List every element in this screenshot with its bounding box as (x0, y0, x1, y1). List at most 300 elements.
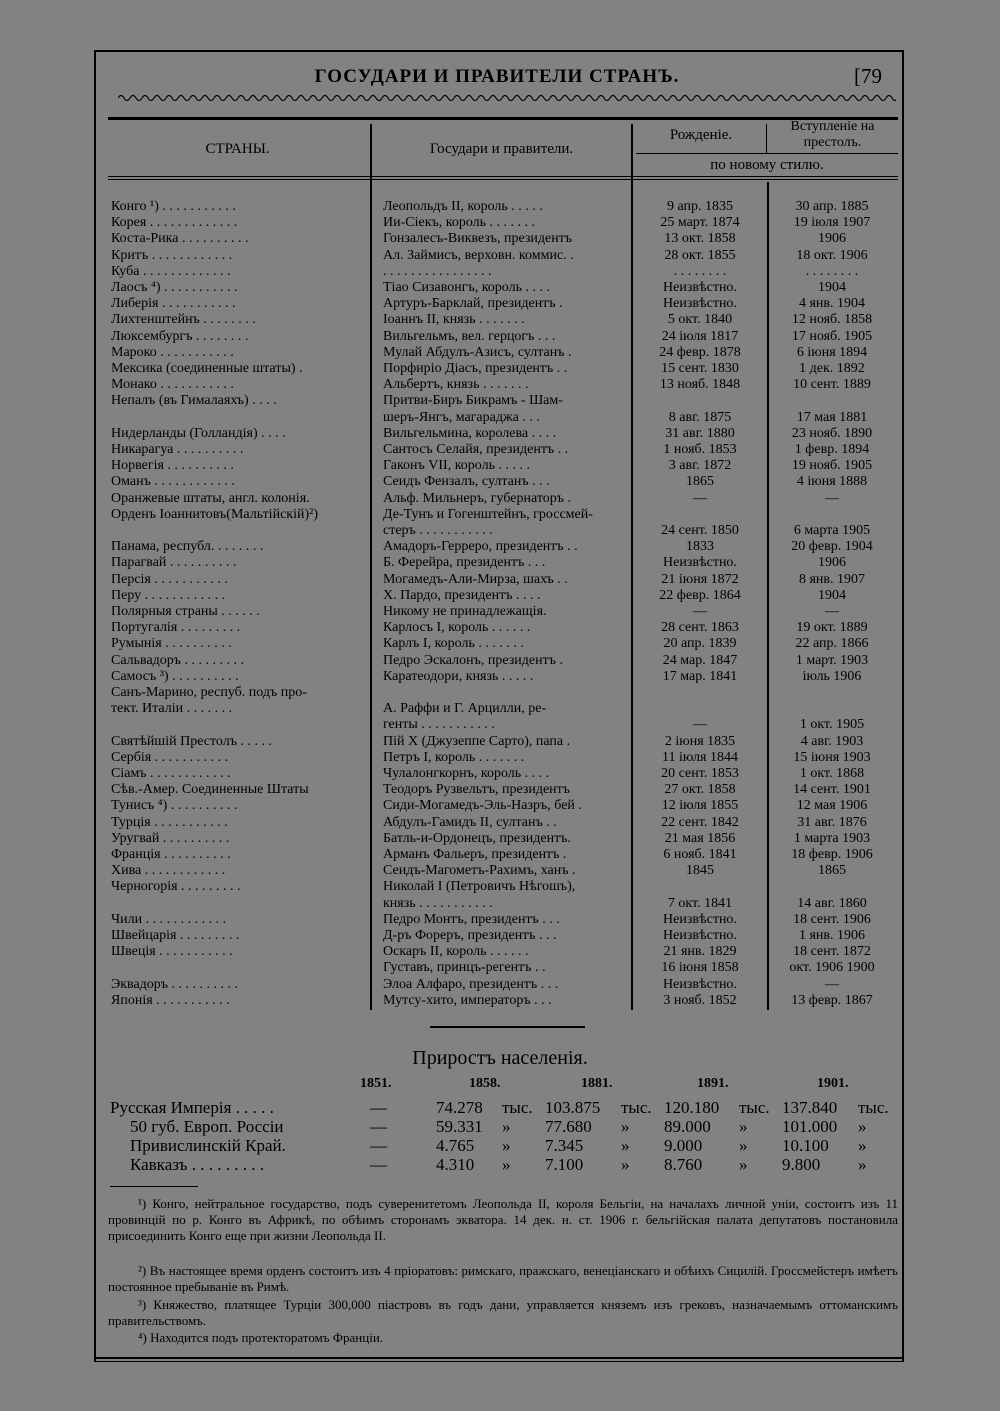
country-cell: Румынія . . . . . . . . . . (111, 636, 232, 652)
footnote-rule (110, 1186, 198, 1187)
birth-cell: 21 янв. 1829 (663, 944, 737, 960)
year-1881: 1881. (581, 1076, 613, 1091)
ruler-cell: Альф. Мильнеръ, губернаторъ . (383, 490, 572, 506)
table-row (0, 572, 1000, 588)
birth-cell: 3 авг. 1872 (668, 458, 732, 474)
bottom-rule (94, 1357, 902, 1359)
birth-cell: Неизвѣстно. (663, 976, 737, 992)
country-cell: Уругвай . . . . . . . . . . (111, 830, 230, 846)
accession-cell: 6 іюня 1894 (796, 344, 868, 360)
country-cell: Хива . . . . . . . . . . . . (111, 863, 226, 879)
ruler-cell: Могамедъ-Али-Мирза, шахъ . . (383, 571, 568, 587)
ruler-cell: Сиди-Могамедъ-Эль-Назръ, бей . (383, 798, 582, 814)
ruler-cell: Батль-и-Ордонецъ, президентъ. (383, 830, 571, 846)
accession-cell: 13 февр. 1867 (791, 992, 873, 1008)
ruler-cell: А. Раффи и Г. Арцилли, ре- (383, 701, 547, 717)
country-cell: Оранжевые штаты, англ. колонія. (111, 490, 310, 506)
table-row (0, 912, 1000, 928)
accession-cell: 1906 (818, 555, 846, 571)
country-cell: Сіамъ . . . . . . . . . . . . (111, 766, 231, 781)
footnote-1: ¹) Конго, нейтральное государство, подъ суверенитетомъ Леопольда II, короля Бельгіи, на началахъ личной уніи, состоитъ изъ 11 провинцій по р. Конго въ Африкѣ, по обѣимъ сторонамъ экватора. 14 дек. н. ст. 1906 г. бельгійская палата депутатовъ постановила присоединить Конго еще при жизни Леопольда II. (108, 1196, 898, 1243)
birth-cell: 13 нояб. 1848 (659, 377, 741, 393)
accession-cell: 1865 (818, 863, 846, 879)
table-row (0, 928, 1000, 944)
accession-cell: 1 февр. 1894 (794, 442, 870, 457)
birth-cell: 1865 (686, 474, 714, 490)
country-cell: Перу . . . . . . . . . . . . (111, 587, 226, 603)
ruler-cell: Вильгельмъ, вел. герцогъ . . . (383, 328, 556, 344)
table-row (0, 474, 1000, 490)
table-row (0, 588, 1000, 604)
table-row (0, 248, 1000, 264)
year-1901: 1901. (817, 1076, 849, 1091)
country-cell: Парагвай . . . . . . . . . . (111, 555, 237, 571)
birth-cell: 28 окт. 1855 (664, 247, 736, 263)
value-1858: 4.310 (436, 1155, 475, 1174)
table-row (0, 653, 1000, 669)
birth-cell: 12 іюля 1855 (661, 798, 739, 814)
population-label: Привислинскій Край. (130, 1136, 286, 1155)
country-cell: Швеція . . . . . . . . . . . (111, 944, 233, 960)
ruler-cell: Густавъ, принцъ-регентъ . . (383, 960, 546, 976)
value-1891: 8.760 (664, 1155, 703, 1174)
country-cell: Святѣйшій Престолъ . . . . . (111, 733, 272, 749)
table-row (0, 685, 1000, 701)
ruler-cell: Карлосъ I, король . . . . . . (383, 620, 531, 636)
unit: » (621, 1136, 630, 1155)
country-cell: Франція . . . . . . . . . . (111, 847, 231, 862)
country-cell: Люксембургъ . . . . . . . . (111, 328, 249, 344)
accession-cell: 1904 (818, 587, 846, 603)
accession-cell: 4 янв. 1904 (798, 296, 866, 312)
table-row (0, 523, 1000, 539)
table-row (0, 993, 1000, 1009)
value-1851: — (370, 1155, 387, 1174)
ruler-cell: Амадоръ-Герреро, президентъ . . (383, 539, 578, 555)
ruler-cell: Де-Тунъ и Гогенштейнъ, гроссмей- (383, 506, 593, 522)
value-1858: 59.331 (436, 1117, 483, 1136)
birth-cell: Неизвѣстно. (663, 280, 737, 295)
birth-cell: 24 мар. 1847 (662, 652, 738, 668)
col-header-country: СТРАНЫ. (205, 141, 270, 157)
country-cell: Конго ¹) . . . . . . . . . . . (111, 199, 236, 214)
ruler-cell: Притви-Биръ Бикрамъ - Шам- (383, 393, 563, 409)
country-cell: Критъ . . . . . . . . . . . . (111, 247, 233, 263)
birth-cell: 22 сент. 1842 (661, 814, 739, 830)
ruler-cell: Сантосъ Селайя, президентъ . . (383, 442, 569, 457)
population-row (0, 1136, 1000, 1156)
country-cell: Персія . . . . . . . . . . . (111, 571, 228, 587)
ruler-cell: Абдулъ-Гамидъ II, султанъ . . (383, 814, 557, 830)
country-cell: Оманъ . . . . . . . . . . . . (111, 474, 235, 490)
table-row (0, 879, 1000, 895)
accession-cell: окт. 1906 1900 (789, 960, 875, 976)
ruler-cell: Никому не принадлежащія. (383, 604, 547, 619)
value-1851: — (370, 1098, 387, 1117)
country-cell: Лихтенштейнъ . . . . . . . . (111, 312, 256, 328)
page-title: ГОСУДАРИ И ПРАВИТЕЛИ СТРАНЪ. (314, 66, 680, 87)
country-cell: Мексика (соединенные штаты) . (111, 361, 303, 376)
table-row (0, 231, 1000, 247)
col-divider-3 (766, 124, 767, 154)
table-row (0, 280, 1000, 296)
unit: » (502, 1117, 511, 1136)
country-cell: Непалъ (въ Гималаяхъ) . . . . (111, 393, 277, 409)
table-row (0, 507, 1000, 523)
accession-cell: 18 февр. 1906 (791, 847, 873, 862)
table-head-rule-2 (108, 179, 898, 180)
value-1858: 4.765 (436, 1136, 475, 1155)
country-cell: Коста-Рика . . . . . . . . . . (111, 231, 249, 247)
accession-cell: 18 сент. 1872 (793, 944, 871, 960)
table-row (0, 539, 1000, 555)
unit: » (621, 1117, 630, 1136)
ruler-cell: Оскаръ II, король . . . . . . (383, 944, 529, 960)
value-1881: 7.345 (545, 1136, 584, 1155)
country-cell: Полярныя страны . . . . . . (111, 604, 260, 619)
ruler-cell: Каратеодори, князь . . . . . (383, 668, 534, 684)
table-row (0, 442, 1000, 458)
ruler-cell: Вильгельмина, королева . . . . (383, 425, 557, 441)
table-row (0, 604, 1000, 620)
birth-cell: 8 авг. 1875 (668, 409, 732, 425)
birth-cell: 21 іюня 1872 (661, 571, 739, 587)
country-cell: Чили . . . . . . . . . . . . (111, 911, 227, 927)
accession-cell: . . . . . . . . (805, 263, 859, 279)
accession-cell: 1906 (818, 231, 846, 247)
wavy-rule (118, 92, 896, 104)
value-1851: — (370, 1136, 387, 1155)
birth-cell: 17 мар. 1841 (662, 668, 738, 684)
ruler-cell: Д-ръ Фореръ, президентъ . . . (383, 928, 557, 943)
footnote-3: ³) Княжество, платящее Турціи 300,000 піастровъ въ годъ дани, управляется княземъ изъ грековъ, назначаемымъ оттоманскимъ правительствомъ. (108, 1297, 898, 1328)
ruler-cell: Сеидъ Фензалъ, султанъ . . . (383, 474, 550, 490)
table-row (0, 847, 1000, 863)
ruler-cell: стеръ . . . . . . . . . . . (383, 523, 493, 538)
ruler-cell: Ал. Займисъ, верховн. коммис. . (383, 247, 574, 263)
value-1891: 89.000 (664, 1117, 711, 1136)
ruler-cell: Порфиріо Діасъ, президентъ . . (383, 361, 568, 376)
country-cell: Сальвадоръ . . . . . . . . . (111, 652, 245, 668)
table-row (0, 831, 1000, 847)
birth-cell: 1 нояб. 1853 (663, 442, 737, 457)
country-cell: Лаосъ ⁴) . . . . . . . . . . . (111, 280, 238, 295)
ruler-cell: Ии-Сіекъ, король . . . . . . . (383, 215, 536, 231)
table-row (0, 458, 1000, 474)
birth-cell: 6 нояб. 1841 (663, 847, 737, 862)
ruler-cell: Карлъ I, король . . . . . . . (383, 636, 524, 652)
country-cell: Черногорія . . . . . . . . . (111, 879, 241, 895)
birth-cell: 20 сент. 1853 (661, 766, 739, 781)
accession-cell: — (825, 490, 839, 506)
ruler-cell: Николай I (Петровичъ Нѣгошъ), (383, 879, 576, 895)
unit: » (739, 1155, 748, 1174)
table-row (0, 555, 1000, 571)
birth-cell: 20 апр. 1839 (663, 636, 737, 652)
birth-cell: 24 іюля 1817 (661, 328, 739, 344)
value-1858: 74.278 (436, 1098, 483, 1117)
accession-cell: 17 нояб. 1905 (791, 328, 873, 344)
birth-cell: — (693, 717, 707, 733)
accession-cell: 12 мая 1906 (796, 798, 868, 814)
table-head-rule (108, 176, 898, 177)
ruler-cell: Пій X (Джузеппе Сарто), папа . (383, 733, 571, 749)
ruler-cell: Артуръ-Барклай, президентъ . (383, 296, 563, 312)
accession-cell: 1 дек. 1892 (799, 361, 865, 376)
accession-cell: 4 іюня 1888 (796, 474, 868, 490)
unit: тыс. (858, 1098, 889, 1117)
table-row (0, 264, 1000, 280)
birth-cell: Неизвѣстно. (663, 911, 737, 927)
bottom-rule-2 (94, 1361, 902, 1362)
ruler-cell: Б. Ферейра, президентъ . . . (383, 555, 546, 571)
population-label: Кавказъ . . . . . . . . . (130, 1155, 264, 1174)
table-row (0, 410, 1000, 426)
col-header-accession: Вступленіе на престолъ. (790, 119, 875, 150)
ruler-cell: . . . . . . . . . . . . . . . . (383, 263, 492, 279)
footnote-2: ²) Въ настоящее время орденъ состоитъ изъ 4 пріоратовъ: римскаго, пражскаго, венеціанскаго и обѣихъ Сицилій. Гроссмейстеръ имѣетъ постоянное пребываніе въ Римѣ. (108, 1263, 898, 1294)
value-1881: 7.100 (545, 1155, 584, 1174)
unit: » (502, 1136, 511, 1155)
birth-cell: 5 окт. 1840 (667, 312, 733, 328)
table-row (0, 620, 1000, 636)
table-row (0, 782, 1000, 798)
ruler-cell: Альбертъ, князь . . . . . . . (383, 377, 529, 393)
country-cell: Монако . . . . . . . . . . . (111, 377, 234, 393)
ruler-cell: Гонзалесъ-Виквезъ, президентъ (383, 231, 573, 247)
unit: » (739, 1136, 748, 1155)
subhead-rule (636, 153, 898, 154)
table-row (0, 296, 1000, 312)
birth-cell: — (693, 604, 707, 619)
country-cell: Тунисъ ⁴) . . . . . . . . . . (111, 798, 238, 814)
accession-cell: 30 апр. 1885 (795, 199, 869, 214)
value-1901: 101.000 (782, 1117, 838, 1136)
unit: тыс. (621, 1098, 652, 1117)
table-row (0, 798, 1000, 814)
accession-cell: 19 нояб. 1905 (791, 458, 873, 474)
birth-cell: Неизвѣстно. (663, 555, 737, 571)
accession-cell: 6 марта 1905 (793, 523, 871, 538)
country-cell: тект. Италіи . . . . . . . (111, 701, 233, 717)
ruler-cell: Арманъ Фальеръ, президентъ . (383, 847, 567, 862)
table-row (0, 896, 1000, 912)
birth-cell: 3 нояб. 1852 (663, 992, 737, 1008)
country-cell: Панама, республ. . . . . . . . (111, 539, 264, 555)
value-1901: 9.800 (782, 1155, 821, 1174)
country-cell: Либерія . . . . . . . . . . . (111, 296, 236, 312)
unit: » (739, 1117, 748, 1136)
birth-cell: 7 окт. 1841 (667, 895, 733, 911)
unit: тыс. (739, 1098, 770, 1117)
value-1881: 103.875 (545, 1098, 601, 1117)
accession-cell: 1 окт. 1868 (799, 766, 865, 781)
ruler-cell: Педро Монтъ, президентъ . . . (383, 911, 560, 927)
birth-cell: 24 февр. 1878 (659, 344, 741, 360)
unit: » (858, 1136, 867, 1155)
running-header (94, 62, 900, 92)
col-header-style: по новому стилю. (710, 157, 824, 173)
ruler-cell: Іоаннъ II, князь . . . . . . . (383, 312, 525, 328)
table-row (0, 426, 1000, 442)
country-cell: Японія . . . . . . . . . . . (111, 992, 230, 1008)
country-cell: Орденъ Іоаннитовъ(Мальтійскій)²) (111, 506, 318, 522)
population-label: 50 губ. Европ. Россіи (130, 1117, 284, 1136)
year-1891: 1891. (697, 1076, 729, 1091)
country-cell: Сербія . . . . . . . . . . . (111, 749, 229, 765)
value-1891: 9.000 (664, 1136, 703, 1155)
country-cell: Норвегія . . . . . . . . . . (111, 458, 234, 474)
ruler-cell: Тіао Сизавонгъ, король . . . . (383, 280, 550, 295)
table-row (0, 669, 1000, 685)
year-1851: 1851. (360, 1076, 392, 1091)
birth-cell: 1833 (686, 539, 714, 555)
ruler-cell: Леопольдъ II, король . . . . . (383, 199, 543, 214)
country-cell: Мароко . . . . . . . . . . . (111, 344, 234, 360)
ruler-cell: Чулалонгкорнъ, король . . . . (383, 766, 550, 781)
accession-cell: 10 сент. 1889 (793, 377, 871, 393)
accession-cell: 1 янв. 1906 (798, 928, 866, 943)
ruler-cell: Мулай Абдулъ-Азисъ, султанъ . (383, 344, 572, 360)
unit: тыс. (502, 1098, 533, 1117)
table-row (0, 199, 1000, 215)
unit: » (621, 1155, 630, 1174)
accession-cell: 23 нояб. 1890 (791, 425, 873, 441)
country-cell: Самосъ ³) . . . . . . . . . . (111, 668, 239, 684)
ruler-cell: Гаконъ VII, король . . . . . (383, 458, 530, 474)
table-row (0, 393, 1000, 409)
accession-cell: 4 авг. 1903 (800, 733, 864, 749)
birth-cell: 9 апр. 1835 (666, 199, 734, 214)
birth-cell: 2 іюня 1835 (664, 733, 736, 749)
value-1881: 77.680 (545, 1117, 592, 1136)
table-row (0, 960, 1000, 976)
birth-cell: . . . . . . . . (673, 263, 727, 279)
birth-cell: 13 окт. 1858 (664, 231, 736, 247)
country-cell: Сѣв.-Амер. Соединенные Штаты (111, 782, 309, 798)
country-cell: Португалія . . . . . . . . . (111, 620, 241, 636)
table-row (0, 766, 1000, 782)
accession-cell: 1 март. 1903 (795, 652, 869, 668)
birth-cell: 28 сент. 1863 (661, 620, 739, 636)
country-cell: Швейцарія . . . . . . . . . (111, 928, 240, 943)
table-row (0, 701, 1000, 717)
birth-cell: 16 іюня 1858 (661, 960, 739, 976)
accession-cell: 20 февр. 1904 (791, 539, 873, 555)
country-cell: Санъ-Марино, респуб. подъ про- (111, 685, 307, 700)
country-cell: Турція . . . . . . . . . . . (111, 814, 228, 830)
page-number: [79 (854, 64, 882, 88)
accession-cell: 1 марта 1903 (793, 830, 871, 846)
ruler-cell: генты . . . . . . . . . . . (383, 717, 495, 733)
ruler-cell: Петръ I, король . . . . . . . (383, 749, 525, 765)
accession-cell: 17 мая 1881 (796, 409, 868, 425)
col-header-birth: Рожденіе. (669, 127, 733, 143)
accession-cell: 14 авг. 1860 (797, 895, 867, 911)
value-1901: 10.100 (782, 1136, 829, 1155)
country-cell: Нидерланды (Голландія) . . . . (111, 425, 286, 441)
table-row (0, 312, 1000, 328)
unit: » (858, 1155, 867, 1174)
ruler-cell: Х. Пардо, президентъ . . . . (383, 587, 541, 603)
country-cell: Корея . . . . . . . . . . . . . (111, 215, 238, 231)
population-title: Приростъ населенія. (412, 1047, 588, 1069)
table-row (0, 944, 1000, 960)
col-header-ruler: Государи и правители. (429, 141, 574, 157)
ruler-cell: князь . . . . . . . . . . . (383, 895, 493, 911)
table-row (0, 377, 1000, 393)
ruler-cell: шеръ-Янгъ, магараджа . . . (383, 409, 540, 425)
ruler-cell: Педро Эскалонъ, президентъ . (383, 652, 563, 668)
population-row (0, 1117, 1000, 1137)
birth-cell: Неизвѣстно. (663, 296, 737, 312)
table-row (0, 329, 1000, 345)
population-row (0, 1155, 1000, 1175)
accession-cell: 12 нояб. 1858 (791, 312, 873, 328)
accession-cell: 31 авг. 1876 (797, 814, 867, 830)
accession-cell: 1 окт. 1905 (799, 717, 865, 733)
accession-cell: 19 окт. 1889 (796, 620, 868, 636)
birth-cell: Неизвѣстно. (663, 928, 737, 943)
population-row (0, 1098, 1000, 1118)
table-row (0, 361, 1000, 377)
table-row (0, 977, 1000, 993)
value-1901: 137.840 (782, 1098, 838, 1117)
accession-cell: 18 сент. 1906 (793, 911, 871, 927)
country-cell: Куба . . . . . . . . . . . . . (111, 263, 231, 279)
ruler-cell: Мутсу-хито, императоръ . . . (383, 992, 552, 1008)
accession-cell: 19 іюля 1907 (793, 215, 871, 231)
birth-cell: 22 февр. 1864 (659, 587, 741, 603)
accession-cell: 15 іюня 1903 (793, 749, 871, 765)
ruler-cell: Сеидъ-Магометъ-Рахимъ, ханъ . (383, 863, 576, 879)
footnote-4: ⁴) Находится подъ протекторатомъ Франціи. (138, 1330, 384, 1345)
birth-cell: 15 сент. 1830 (661, 361, 739, 376)
birth-cell: 1845 (686, 863, 714, 879)
table-row (0, 815, 1000, 831)
year-1858: 1858. (469, 1076, 501, 1091)
birth-cell: 25 март. 1874 (660, 215, 740, 231)
birth-cell: 31 авг. 1880 (665, 425, 735, 441)
accession-cell: 22 апр. 1866 (795, 636, 869, 652)
birth-cell: 11 іюля 1844 (662, 749, 738, 765)
value-1851: — (370, 1117, 387, 1136)
ruler-cell: Теодоръ Рузвельтъ, президентъ (383, 782, 571, 798)
birth-cell: — (693, 490, 707, 506)
accession-cell: — (825, 976, 839, 992)
table-row (0, 215, 1000, 231)
birth-cell: 21 мая 1856 (664, 830, 736, 846)
population-label: Русская Имперія . . . . . (110, 1098, 274, 1117)
accession-cell: — (825, 604, 839, 619)
accession-cell: 14 сент. 1901 (793, 782, 871, 798)
birth-cell: 24 сент. 1850 (661, 523, 739, 538)
accession-cell: 8 янв. 1907 (798, 571, 866, 587)
table-row (0, 345, 1000, 361)
table-row (0, 636, 1000, 652)
table-row (0, 491, 1000, 507)
country-cell: Эквадоръ . . . . . . . . . . (111, 976, 239, 992)
unit: » (502, 1155, 511, 1174)
accession-cell: 1904 (818, 280, 846, 295)
accession-cell: 18 окт. 1906 (796, 247, 868, 263)
ruler-cell: Элоа Алфаро, президентъ . . . (383, 976, 559, 992)
country-cell: Никарагуа . . . . . . . . . . (111, 442, 244, 457)
accession-cell: іюль 1906 (802, 668, 862, 684)
unit: » (858, 1117, 867, 1136)
table-row (0, 863, 1000, 879)
value-1891: 120.180 (664, 1098, 720, 1117)
